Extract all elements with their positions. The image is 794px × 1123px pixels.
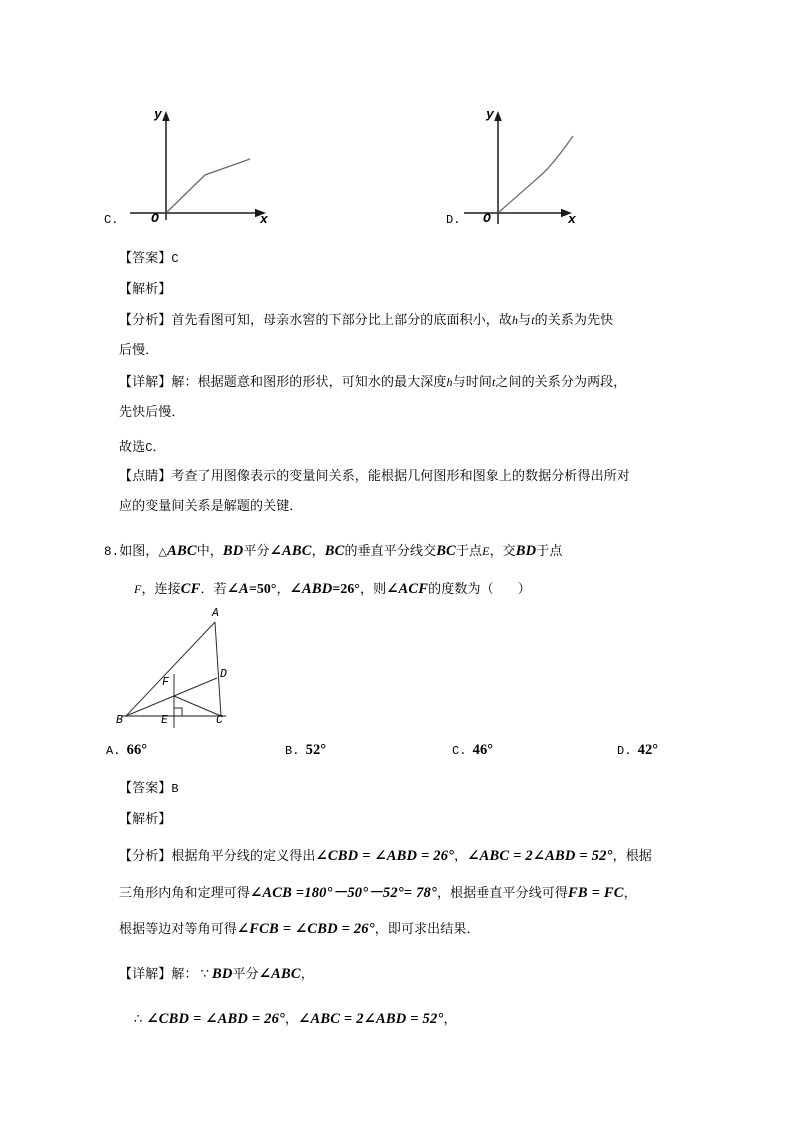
q8-xiangjie-label: 【详解】 xyxy=(119,967,172,982)
q8-stem-text-3: 平分 xyxy=(243,544,270,559)
q7-dianjing-line1 xyxy=(119,467,630,485)
q7-answer-line xyxy=(119,249,179,268)
q8-stem-text-4: ， xyxy=(311,544,325,559)
q8-jiexi-label: 【解析】 xyxy=(119,812,172,827)
q8-xiangjie-angle-abc: ∠ABC xyxy=(258,966,301,982)
q8-xiangjie-text-3: ， xyxy=(300,967,314,982)
q8-stem-text-2: 中， xyxy=(196,544,223,559)
q8-angle-abc-1: ∠ABC xyxy=(269,543,312,559)
q8-fenxi-math-2: ∠ABC = 2∠ABD = 52° xyxy=(467,848,613,864)
q8-eq-2: = xyxy=(332,581,341,596)
q8-option-d-letter: D. xyxy=(617,744,632,758)
q8-fenxi-l2-text-2: ，根据垂直平分线可得 xyxy=(437,886,569,901)
option-d-y-axis-label: y xyxy=(486,107,495,122)
q8-stem-line1 xyxy=(104,542,563,561)
q8-stem-l2-text-1: ，连接 xyxy=(141,582,181,597)
q8-fenxi-l3-text-2: ，即可求出结果． xyxy=(374,922,480,937)
q7-xiangjie-label: 【详解】 xyxy=(119,375,172,390)
q7-guxuan-period: ． xyxy=(152,440,166,455)
option-d-x-axis-label: x xyxy=(568,212,577,227)
option-d-figure xyxy=(442,100,642,230)
vertex-label-f: F xyxy=(162,676,169,689)
q7-dianjing-text-1: 考查了用图像表示的变量间关系，能根据几何图形和图象上的数据分析得出所对 xyxy=(171,469,630,484)
q8-fenxi-line3 xyxy=(119,920,480,938)
q8-fenxi-label: 【分析】 xyxy=(119,849,172,864)
q8-val-1: 50° xyxy=(256,581,277,596)
option-c-x-axis-label: x xyxy=(260,212,269,227)
q8-bd-1: BD xyxy=(222,543,244,559)
q8-point-e: E xyxy=(482,544,490,558)
q8-fenxi-text-1: 根据角平分线的定义得出 xyxy=(171,849,316,864)
q8-angle-a: ∠A xyxy=(226,581,249,597)
option-d-origin-label: O xyxy=(483,211,492,226)
q8-xiangjie-l2-math-2: ∠ABC = 2∠ABD = 52° xyxy=(298,1011,444,1027)
q7-fenxi-text-2: 与 xyxy=(518,313,532,328)
q8-stem-l2-text-3: ， xyxy=(276,582,290,597)
option-d-label: D. xyxy=(446,213,461,227)
q8-option-a-value: 66° xyxy=(126,742,148,758)
q8-val-2: 26° xyxy=(340,581,360,596)
q8-angle-abd: ∠ABD xyxy=(289,581,333,597)
q7-xiangjie-var-t: t xyxy=(491,375,496,389)
q8-fenxi-text-3: ，根据 xyxy=(612,849,652,864)
q8-option-c-letter: C. xyxy=(452,744,467,758)
vertex-label-e: E xyxy=(161,714,168,727)
q8-fenxi-l3-math-1: ∠FCB = ∠CBD = 26° xyxy=(236,921,375,937)
vertex-label-c: C xyxy=(216,714,223,727)
q8-stem-l2-text-2: ．若 xyxy=(200,582,227,597)
q7-fenxi-text-1: 首先看图可知，母亲水窖的下部分比上部分的底面积小，故 xyxy=(171,313,513,328)
q8-jiexi-line xyxy=(119,810,171,828)
q8-option-d-value: 42° xyxy=(637,742,659,758)
option-c-y-axis-label: y xyxy=(154,107,163,122)
q7-guxuan-text: 故选 xyxy=(119,440,146,455)
q8-xiangjie-l2-math-1: ∠CBD = ∠ABD = 26° xyxy=(146,1011,286,1027)
q8-angle-acf: ∠ACF xyxy=(386,581,429,597)
q8-stem-text-7: ，交 xyxy=(489,544,516,559)
q8-fenxi-l2-math-1: ∠ACB =180°－50°－52°= 78° xyxy=(250,885,437,901)
q7-answer-label: 【答案】 xyxy=(119,251,172,266)
q7-fenxi-var-t: t xyxy=(531,313,535,327)
q7-fenxi-label: 【分析】 xyxy=(119,313,172,328)
q8-stem-text-6: 于点 xyxy=(455,544,483,559)
q7-xiangjie-text-2: 与时间 xyxy=(452,375,492,390)
q7-answer-value: C xyxy=(171,252,179,266)
q8-point-f: F xyxy=(134,582,142,596)
q8-option-d[interactable] xyxy=(617,741,658,760)
q8-triangle-symbol: △ xyxy=(158,545,168,558)
q8-fenxi-line2 xyxy=(119,884,637,902)
q7-guxuan-value: C xyxy=(145,441,153,455)
q8-fenxi-l3-text-1: 根据等边对等角可得 xyxy=(119,922,237,937)
q8-bc-1: BC xyxy=(324,543,345,559)
q8-stem-text-8: 于点 xyxy=(536,544,563,559)
q8-option-c-value: 46° xyxy=(472,742,494,758)
q8-fenxi-line1 xyxy=(119,847,652,865)
q8-number: 8. xyxy=(104,545,120,559)
q8-stem-text-5: 的垂直平分线交 xyxy=(344,544,437,559)
q8-xiangjie-line2 xyxy=(134,1010,457,1028)
option-c-graph xyxy=(110,100,310,230)
q8-cf: CF xyxy=(180,581,201,597)
q7-fenxi-var-h: h xyxy=(512,313,519,327)
therefore-symbol: ∴ xyxy=(134,1012,143,1027)
option-d-graph xyxy=(442,100,642,230)
q7-dianjing-label: 【点睛】 xyxy=(119,469,172,484)
because-symbol: ∵ xyxy=(200,967,209,982)
q8-fenxi-l2-math-2: FB = FC xyxy=(568,885,624,901)
vertex-label-d: D xyxy=(220,668,227,681)
q7-fenxi-line1 xyxy=(119,311,613,329)
q7-dianjing-line2: 应的变量间关系是解题的关键． xyxy=(119,499,303,514)
q8-stem-l2-text-4: ，则 xyxy=(360,582,387,597)
q8-fenxi-l2-text-3: ， xyxy=(623,886,637,901)
option-c-origin-label: O xyxy=(151,211,160,226)
q8-option-b-letter: B. xyxy=(285,744,300,758)
q8-eq-1: = xyxy=(248,581,257,596)
q8-answer-line xyxy=(119,779,179,798)
q8-geometry-diagram xyxy=(104,606,244,728)
q7-guxuan-line xyxy=(119,438,166,457)
q8-option-c[interactable] xyxy=(452,741,493,760)
q7-jiexi-line xyxy=(119,280,171,298)
q8-stem-l2-text-6: ） xyxy=(517,582,531,597)
q8-fenxi-l2-text-1: 三角形内角和定理可得 xyxy=(119,886,251,901)
q8-abc-1: ABC xyxy=(167,543,197,559)
q7-xiangjie-line1 xyxy=(119,373,626,391)
q7-jiexi-label: 【解析】 xyxy=(119,282,172,297)
q8-option-a[interactable] xyxy=(106,741,147,760)
q8-bd-2: BD xyxy=(515,543,537,559)
q8-stem-text-1: 如图， xyxy=(119,544,159,559)
q7-xiangjie-text-1: 解：根据题意和图形的形状，可知水的最大深度 xyxy=(171,375,447,390)
q8-xiangjie-line1 xyxy=(119,965,314,983)
option-c-figure xyxy=(110,100,310,230)
q8-answer-label: 【答案】 xyxy=(119,781,172,796)
option-c-label: C. xyxy=(104,213,119,227)
q8-xiangjie-text-1: 解： xyxy=(171,967,198,982)
q8-option-b-value: 52° xyxy=(305,742,327,758)
vertex-label-a: A xyxy=(212,607,219,620)
vertex-label-b: B xyxy=(116,714,123,727)
q8-bc-2: BC xyxy=(436,543,456,559)
q8-option-a-letter: A. xyxy=(106,744,121,758)
q8-fenxi-text-2: ， xyxy=(454,849,468,864)
q7-xiangjie-line2: 先快后慢． xyxy=(119,405,185,420)
q8-fenxi-math-1: ∠CBD = ∠ABD = 26° xyxy=(315,848,455,864)
q7-fenxi-line2: 后慢． xyxy=(119,343,159,358)
q7-xiangjie-text-3: 之间的关系分为两段， xyxy=(495,375,627,390)
q8-stem-l2-text-5: 的度数为（ xyxy=(428,582,494,597)
q7-fenxi-text-3: 的关系为先快 xyxy=(534,313,614,328)
q8-xiangjie-l2-text-2: ， xyxy=(443,1012,457,1027)
q8-xiangjie-l2-text-1: ， xyxy=(285,1012,299,1027)
triangle-abc-diagram xyxy=(104,606,244,728)
q8-xiangjie-text-2: 平分 xyxy=(232,967,259,982)
q8-answer-value: B xyxy=(171,782,179,796)
q8-stem-line2 xyxy=(134,580,531,598)
q7-xiangjie-var-h: h xyxy=(446,375,453,389)
q8-option-b[interactable] xyxy=(285,741,326,760)
q8-xiangjie-bd: BD xyxy=(211,966,233,982)
